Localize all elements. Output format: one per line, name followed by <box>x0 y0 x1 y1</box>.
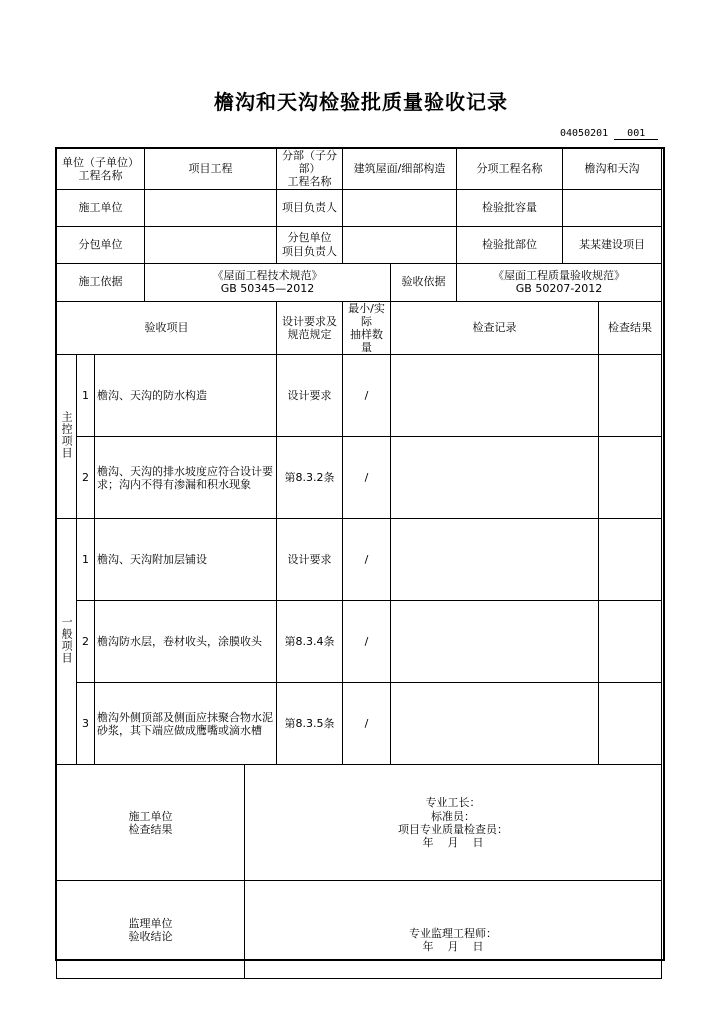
general-items-label: 一般项目 <box>57 519 77 765</box>
project-manager-label: 项目负责人 <box>277 189 343 226</box>
row-result[interactable] <box>599 683 662 765</box>
supervision-date: 年 月 日 <box>422 939 484 953</box>
col-sample: 最小/实际 抽样数量 <box>343 301 391 355</box>
row-description: 檐沟、天沟附加层铺设 <box>95 519 277 601</box>
supervision-label: 监理单位 验收结论 <box>57 881 245 979</box>
supervision-engineer-label: 专业监理工程师： <box>409 926 498 940</box>
basis-label: 施工依据 <box>57 263 145 301</box>
contractor-value[interactable] <box>145 189 277 226</box>
row-result[interactable] <box>599 437 662 519</box>
subitem-value[interactable]: 檐沟和天沟 <box>563 149 662 190</box>
subitem-label: 分项工程名称 <box>457 149 563 190</box>
batch-capacity-label: 检验批容量 <box>457 189 563 226</box>
table-row <box>57 519 662 601</box>
standard-officer-label: 标准员： <box>431 809 476 823</box>
check-date: 年 月 日 <box>422 836 484 849</box>
row-number: 2 <box>77 437 95 519</box>
batch-location-label: 检验批部位 <box>457 226 563 263</box>
acceptance-basis-label: 验收依据 <box>391 263 457 301</box>
basis-value: 《屋面工程技术规范》 GB 50345—2012 <box>145 263 391 301</box>
row-record[interactable] <box>391 683 599 765</box>
row-result[interactable] <box>599 601 662 683</box>
unit-label: 单位（子单位） 工程名称 <box>57 149 145 190</box>
batch-capacity-value[interactable] <box>563 189 662 226</box>
row-description: 檐沟、天沟的防水构造 <box>95 355 277 437</box>
row-sample[interactable]: / <box>343 601 391 683</box>
col-record: 检查记录 <box>391 301 599 355</box>
table-row <box>57 355 662 437</box>
row-description: 檐沟外侧顶部及侧面应抹聚合物水泥砂浆，其下端应做成鹰嘴或滴水槽 <box>95 683 277 765</box>
row-requirement: 第8.3.4条 <box>277 601 343 683</box>
main-items-label: 主控项目 <box>57 355 77 519</box>
row-requirement: 第8.3.5条 <box>277 683 343 765</box>
sub-manager-label: 分包单位 项目负责人 <box>277 226 343 263</box>
col-requirement: 设计要求及 规范规定 <box>277 301 343 355</box>
table-row <box>57 437 662 519</box>
row-record[interactable] <box>391 355 599 437</box>
col-result: 检查结果 <box>599 301 662 355</box>
row-number: 3 <box>77 683 95 765</box>
subcontractor-value[interactable] <box>145 226 277 263</box>
col-item: 验收项目 <box>57 301 277 355</box>
construction-check-signatures[interactable] <box>245 765 662 881</box>
row-sample[interactable]: / <box>343 437 391 519</box>
division-value[interactable]: 建筑屋面/细部构造 <box>343 149 457 190</box>
row-result[interactable] <box>599 519 662 601</box>
division-label: 分部（子分部） 工程名称 <box>277 149 343 190</box>
row-number: 1 <box>77 355 95 437</box>
row-record[interactable] <box>391 519 599 601</box>
page-title: 檐沟和天沟检验批质量验收记录 <box>214 90 508 114</box>
doc-number <box>560 128 658 140</box>
doc-seq: 001 <box>614 128 658 140</box>
table-row <box>57 601 662 683</box>
row-description: 檐沟、天沟的排水坡度应符合设计要求；沟内不得有渗漏和积水现象 <box>95 437 277 519</box>
inspection-form <box>56 148 662 979</box>
quality-inspector-label: 项目专业质量检查员： <box>398 822 509 836</box>
row-result[interactable] <box>599 355 662 437</box>
construction-check-label: 施工单位 检查结果 <box>57 765 245 881</box>
row-requirement: 设计要求 <box>277 519 343 601</box>
row-record[interactable] <box>391 437 599 519</box>
foreman-label: 专业工长： <box>425 796 481 810</box>
row-number: 2 <box>77 601 95 683</box>
unit-value[interactable]: 项目工程 <box>145 149 277 190</box>
row-number: 1 <box>77 519 95 601</box>
row-requirement: 第8.3.2条 <box>277 437 343 519</box>
row-description: 檐沟防水层，卷材收头，涂膜收头 <box>95 601 277 683</box>
sub-manager-value[interactable] <box>343 226 457 263</box>
row-requirement: 设计要求 <box>277 355 343 437</box>
row-sample[interactable]: / <box>343 683 391 765</box>
project-manager-value[interactable] <box>343 189 457 226</box>
row-sample[interactable]: / <box>343 519 391 601</box>
row-sample[interactable]: / <box>343 355 391 437</box>
doc-code: 04050201 <box>560 128 609 139</box>
acceptance-basis-value: 《屋面工程质量验收规范》 GB 50207-2012 <box>457 263 662 301</box>
subcontractor-label: 分包单位 <box>57 226 145 263</box>
batch-location-value[interactable]: 某某建设项目 <box>563 226 662 263</box>
supervision-signatures[interactable] <box>245 881 662 979</box>
row-record[interactable] <box>391 601 599 683</box>
table-row <box>57 683 662 765</box>
contractor-label: 施工单位 <box>57 189 145 226</box>
